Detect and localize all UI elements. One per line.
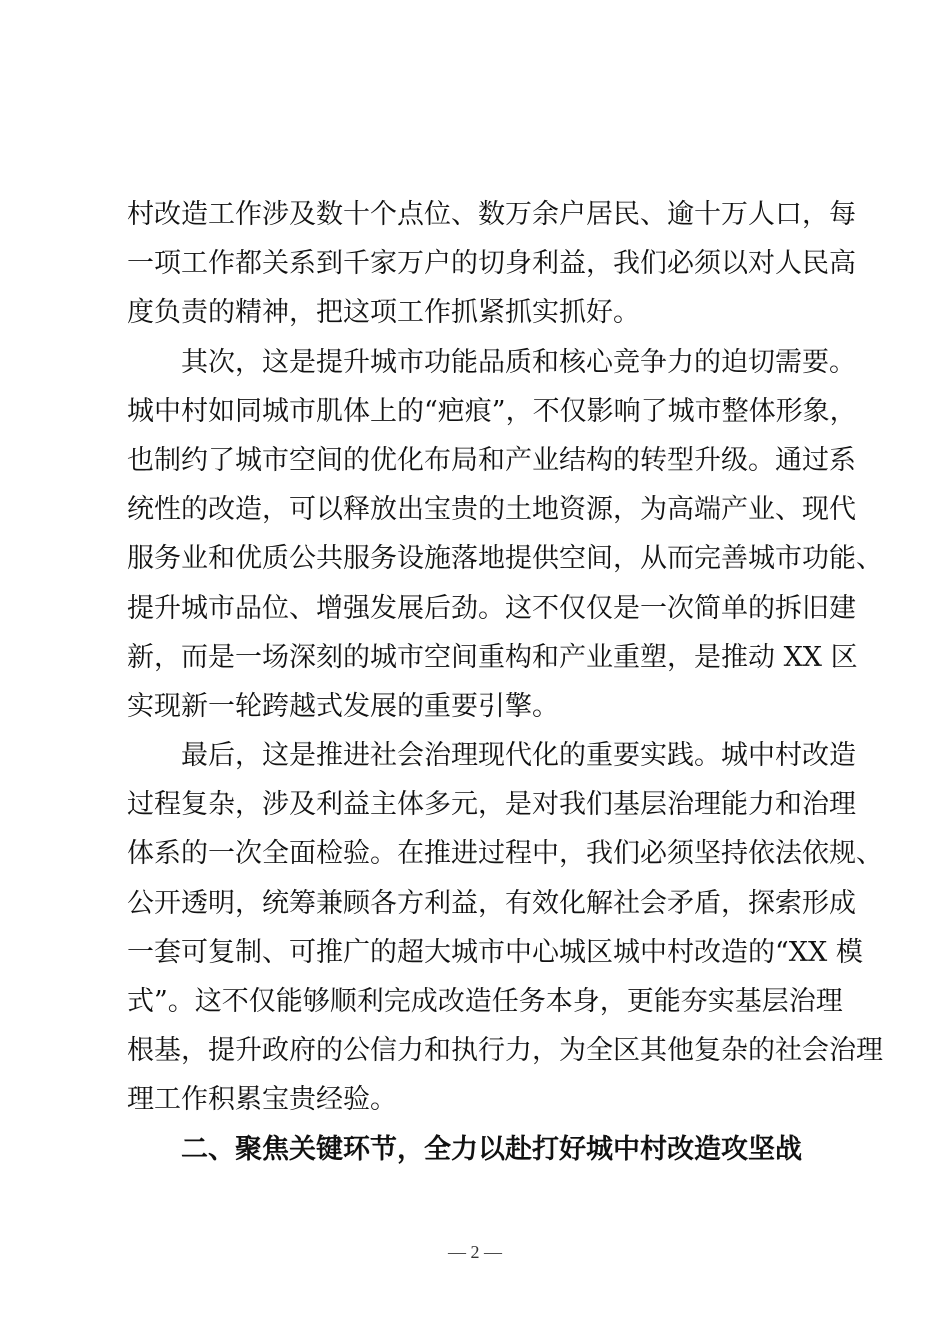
paragraph-start-line: 最后，这是推进社会治理现代化的重要实践。城中村改造 xyxy=(181,740,856,772)
body-line: 式”。这不仅能够顺利完成改造任务本身，更能夯实基层治理 xyxy=(127,986,843,1017)
body-line: 也制约了城市空间的优化布局和产业结构的转型升级。通过系 xyxy=(127,444,856,476)
body-line: 一项工作都关系到千家万户的切身利益，我们必须以对人民高 xyxy=(127,248,856,280)
document-body xyxy=(127,190,883,1174)
body-line: 村改造工作涉及数十个点位、数万余户居民、逾十万人口，每 xyxy=(127,199,856,230)
body-line: 度负责的精神，把这项工作抓紧抓实抓好。 xyxy=(127,297,640,329)
body-line: 服务业和优质公共服务设施落地提供空间，从而完善城市功能、 xyxy=(127,543,883,575)
body-line: 提升城市品位、增强发展后劲。这不仅仅是一次简单的拆旧建 xyxy=(127,592,856,624)
body-line: 理工作积累宝贵经验。 xyxy=(127,1084,397,1116)
page-number: — 2 — xyxy=(448,1242,502,1262)
paragraph-start-line: 其次，这是提升城市功能品质和核心竞争力的迫切需要。 xyxy=(181,346,856,378)
body-line: 新，而是一场深刻的城市空间重构和产业重塑，是推动 XX 区 xyxy=(127,641,858,673)
body-line: 城中村如同城市肌体上的“疤痕”，不仅影响了城市整体形象， xyxy=(127,395,857,427)
body-line: 过程复杂，涉及利益主体多元，是对我们基层治理能力和治理 xyxy=(127,789,856,821)
body-line: 公开透明，统筹兼顾各方利益，有效化解社会矛盾，探索形成 xyxy=(127,887,856,919)
body-line: 体系的一次全面检验。在推进过程中，我们必须坚持依法依规、 xyxy=(127,838,883,870)
body-line: 统性的改造，可以释放出宝贵的土地资源，为高端产业、现代 xyxy=(127,494,856,526)
body-line: 实现新一轮跨越式发展的重要引擎。 xyxy=(127,690,559,722)
body-line: 一套可复制、可推广的超大城市中心城区城中村改造的“XX 模 xyxy=(127,936,863,968)
body-line: 根基，提升政府的公信力和执行力，为全区其他复杂的社会治理 xyxy=(127,1035,883,1067)
section-heading: 二、聚焦关键环节，全力以赴打好城中村改造攻坚战 xyxy=(181,1133,802,1165)
